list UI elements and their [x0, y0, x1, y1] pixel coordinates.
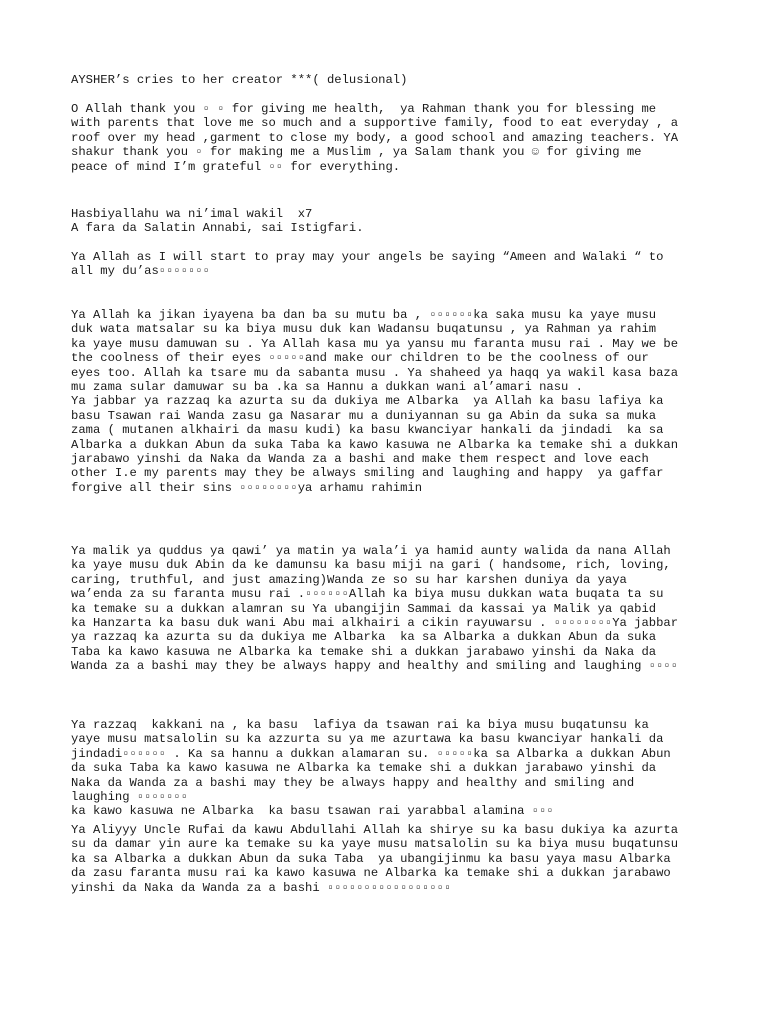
- paragraph-aunties: Ya malik ya quddus ya qawi’ ya matin ya wala’i ya hamid aunty walida da nana Allah ka yaye musu duk Abin da ke damunsu ka basu miji na gari ( handsome, rich, loving, caring, truthful, and just amazing)Wanda ze so su har karshen duniya da yaya wa’enda za su faranta musu rai .▫▫▫▫▫▫Allah ka biya musu dukkan wata buqata ta su ka temake su a dukkan alamran su Ya ubangijin Sammai da kassai ya Malik ya qabid ka Hanzarta ka basu duk wani Abu mai alkhairi a cikin rayuwarsu . ▫▫▫▫▫▫▫▫Ya jabbar ya razzaq ka azurta su da dukiya me Albarka ka sa Albarka a dukkan Abun da suka Taba ka kawo kasuwa ne Albarka ka temake shi a dukkan jarabawo yinshi da Naka da Wanda za a bashi may they be always happy and healthy and smiling and laughing ▫▫▫▫: [71, 544, 679, 674]
- paragraph-grandparents: Ya razzaq kakkani na , ka basu lafiya da tsawan rai ka biya musu buqatunsu ka yaye musu matsalolin su ka azzurta su ya me azurtawa ka basu kwanciyar hankali da jindadi▫▫▫▫▫▫ . Ka sa hannu a dukkan alamaran su. ▫▫▫▫▫ka sa Albarka a dukkan Abun da suka Taba ka kawo kasuwa ne Albarka ka temake shi a dukkan jarabawo yinshi da Naka da Wanda za a bashi may they be always happy and healthy and smiling and laughing ▫▫▫▫▫▫▫ ka kawo kasuwa ne Albarka ka basu tsawan rai yarabbal alamina ▫▫▫: [71, 718, 671, 819]
- paragraph-prayer-start: Ya Allah as I will start to pray may your angels be saying “Ameen and Walaki “ to all my du’as▫▫▫▫▫▫▫: [71, 250, 664, 279]
- paragraph-gratitude: O Allah thank you ▫ ▫ for giving me health, ya Rahman thank you for blessing me with parents that love me so much and a supportive family, food to eat everyday , a roof over my head ,garment to close my body, a good school and amazing teachers. YA shakur thank you ▫ for making me a Muslim , ya Salam thank you ☺ for giving me peace of mind I’m grateful ▫▫ for everything.: [71, 102, 679, 174]
- paragraph-hasbiyallahu: Hasbiyallahu wa ni’imal wakil x7 A fara da Salatin Annabi, sai Istigfari.: [71, 207, 364, 236]
- paragraph-parents: Ya Allah ka jikan iyayena ba dan ba su mutu ba , ▫▫▫▫▫▫ka saka musu ka yaye musu duk wata matsalar su ka biya musu duk kan Wadansu buqatunsu , ya Rahman ya rahim ka yaye musu damuwan su . Ya Allah kasa mu ya yansu mu faranta musu rai . May we be the coolness of their eyes ▫▫▫▫▫and make our children to be the coolness of our eyes too. Allah ka tsare mu da sabanta musu . Ya shaheed ya haqq ya wakil kasa baza mu zama sular damuwar su ba .ka sa Hannu a dukkan wani al’amari nasu . Ya jabbar ya razzaq ka azurta su da dukiya me Albarka ya Allah ka basu lafiya ka basu Tsawan rai Wanda zasu ga Nasarar mu a duniyannan su ga Abin da suka sa muka zama ( mutanen alkhairi da masu kudi) ka basu kwanciyar hankali da jindadi ka sa Albarka a dukkan Abun da suka Taba ka kawo kasuwa ne Albarka ka temake shi a dukkan jarabawo yinshi da Naka da Wanda za a bashi and make them respect and love each other I.e my parents may they be always smiling and laughing and happy ya gaffar forgive all their sins ▫▫▫▫▫▫▫▫ya arhamu rahimin: [71, 308, 679, 495]
- document-title: AYSHER’s cries to her creator ***( delusional): [71, 73, 408, 87]
- paragraph-uncles: Ya Aliyyy Uncle Rufai da kawu Abdullahi Allah ka shirye su ka basu dukiya ka azurta su da damar yin aure ka temake su ka yaye musu matsalolin su ka biya musu buqatunsu ka sa Albarka a dukkan Abun da suka Taba ya ubangijinmu ka basu yaya masu Albarka da zasu faranta musu rai ka kawo kasuwa ne Albarka ka temake shi a dukkan jarabawo yinshi da Naka da Wanda za a bashi ▫▫▫▫▫▫▫▫▫▫▫▫▫▫▫▫▫: [71, 823, 679, 895]
